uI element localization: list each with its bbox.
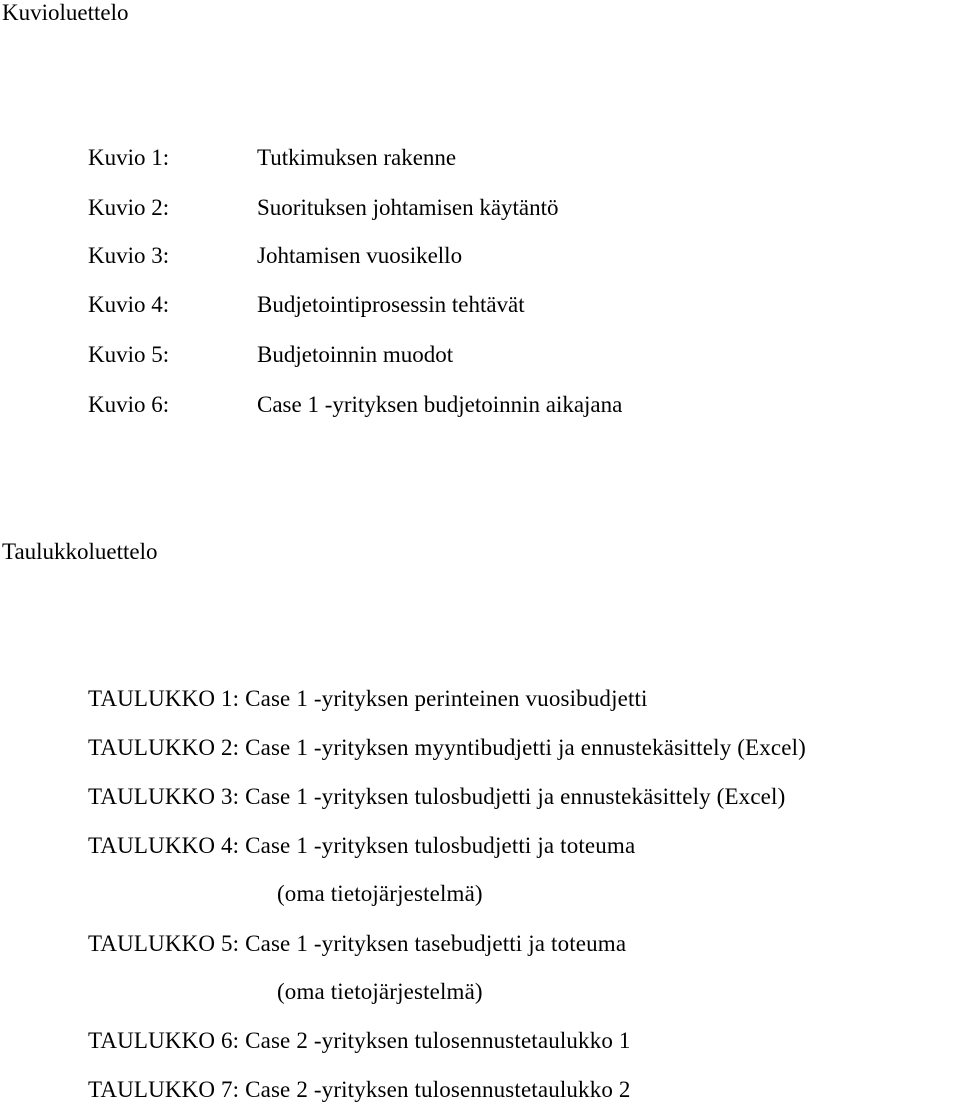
figure-title: Suorituksen johtamisen käytäntö [257,195,559,220]
table-list-item: TAULUKKO 2: Case 1 -yrityksen myyntibudjetti ja ennustekäsittely (Excel) [88,735,806,760]
figure-label: Kuvio 3: [88,243,170,268]
figure-list-heading: Kuvioluettelo [2,0,129,25]
table-list-item: TAULUKKO 3: Case 1 -yrityksen tulosbudjetti ja ennustekäsittely (Excel) [88,784,786,809]
table-list-item: TAULUKKO 6: Case 2 -yrityksen tulosennustetaulukko 1 [88,1028,631,1053]
figure-title: Budjetointiprosessin tehtävät [257,292,525,317]
table-list-heading: Taulukkoluettelo [2,539,158,564]
figure-title: Budjetoinnin muodot [257,342,454,367]
figure-title: Johtamisen vuosikello [257,243,463,268]
figure-label: Kuvio 4: [88,292,170,317]
table-list-item: TAULUKKO 4: Case 1 -yrityksen tulosbudjetti ja toteuma [88,833,636,858]
figure-title: Tutkimuksen rakenne [257,145,457,170]
table-list-item-continuation: (oma tietojärjestelmä) [277,979,483,1004]
figure-label: Kuvio 2: [88,195,170,220]
figure-label: Kuvio 6: [88,392,170,417]
figure-label: Kuvio 5: [88,342,170,367]
table-list-item: TAULUKKO 7: Case 2 -yrityksen tulosennustetaulukko 2 [88,1077,631,1102]
figure-label: Kuvio 1: [88,145,170,170]
table-list-item: TAULUKKO 1: Case 1 -yrityksen perinteinen vuosibudjetti [88,686,648,711]
table-list-item-continuation: (oma tietojärjestelmä) [277,881,483,906]
figure-title: Case 1 -yrityksen budjetoinnin aikajana [257,392,623,417]
table-list-item: TAULUKKO 5: Case 1 -yrityksen tasebudjetti ja toteuma [88,931,627,956]
